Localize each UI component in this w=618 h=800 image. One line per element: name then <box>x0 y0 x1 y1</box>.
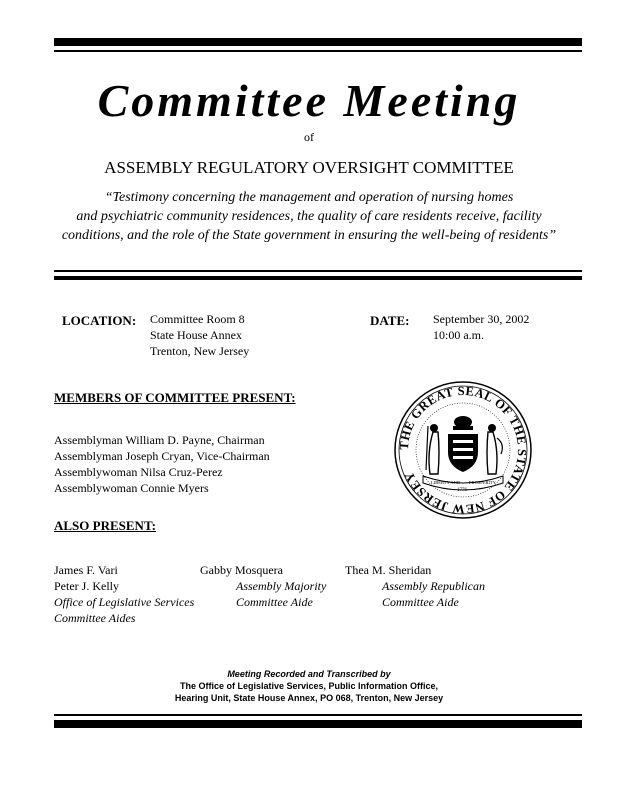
footer-line: The Office of Legislative Services, Public Information Office, <box>179 681 439 691</box>
also-present-col3 <box>345 562 485 610</box>
description-line: “Testimony concerning the management and operation of nursing homes <box>104 190 514 205</box>
member-item: Assemblywoman Nilsa Cruz-Perez <box>54 465 223 479</box>
person-name: Gabby Mosquera <box>200 563 283 577</box>
person-role: Committee Aides <box>54 611 136 625</box>
member-item: Assemblyman William D. Payne, Chairman <box>54 433 265 447</box>
location-line: Committee Room 8 <box>150 312 245 326</box>
seal-ring-text: THE GREAT SEAL OF THE STATE OF NEW JERSEY <box>396 383 530 517</box>
footer-line: Meeting Recorded and Transcribed by <box>227 669 391 679</box>
middle-rule-thick <box>54 276 582 280</box>
seal-year: 1776 <box>457 488 467 493</box>
top-rule-thick <box>54 38 582 46</box>
date-line: September 30, 2002 <box>433 312 530 326</box>
person-name: Peter J. Kelly <box>54 579 119 593</box>
members-list <box>54 432 270 496</box>
location-label: LOCATION: <box>62 313 137 328</box>
state-seal-icon <box>393 380 533 520</box>
of-text: of <box>304 130 314 144</box>
bottom-rule-thin <box>54 714 582 716</box>
transcription-footer <box>0 668 618 704</box>
members-heading: MEMBERS OF COMMITTEE PRESENT: <box>54 390 296 405</box>
seal-banner-right: PROSPERITY <box>469 480 497 485</box>
member-item: Assemblywoman Connie Myers <box>54 481 209 495</box>
footer-line: Hearing Unit, State House Annex, PO 068, Trenton, New Jersey <box>174 693 444 703</box>
seal-banner-left: LIBERTY AND <box>431 480 461 485</box>
person-role: Assembly Republican <box>382 579 485 593</box>
date-line: 10:00 a.m. <box>433 328 484 342</box>
date-value <box>433 311 529 343</box>
description-line: and psychiatric community residences, the quality of care residents receive, facility <box>76 209 542 224</box>
description-line: conditions, and the role of the State government in ensuring the well-being of residents” <box>61 228 557 243</box>
also-present-col1 <box>54 562 194 626</box>
location-line: State House Annex <box>150 328 242 342</box>
also-present-heading: ALSO PRESENT: <box>54 518 156 533</box>
location-line: Trenton, New Jersey <box>150 344 250 358</box>
top-rule-thin <box>54 50 582 52</box>
date-label: DATE: <box>370 313 410 328</box>
member-item: Assemblyman Joseph Cryan, Vice-Chairman <box>54 449 270 463</box>
middle-rule-thin <box>54 270 582 272</box>
person-role: Committee Aide <box>236 595 313 609</box>
document-title: Committee Meeting <box>97 75 521 126</box>
person-name: Thea M. Sheridan <box>345 563 432 577</box>
committee-name: ASSEMBLY REGULATORY OVERSIGHT COMMITTEE <box>104 158 514 177</box>
bottom-rule-thick <box>54 720 582 728</box>
person-role: Office of Legislative Services <box>54 595 195 609</box>
also-present-col2 <box>200 562 326 610</box>
meeting-description <box>40 188 578 245</box>
location-value <box>150 311 249 359</box>
person-name: James F. Vari <box>54 563 118 577</box>
person-role: Committee Aide <box>382 595 459 609</box>
person-role: Assembly Majority <box>236 579 327 593</box>
